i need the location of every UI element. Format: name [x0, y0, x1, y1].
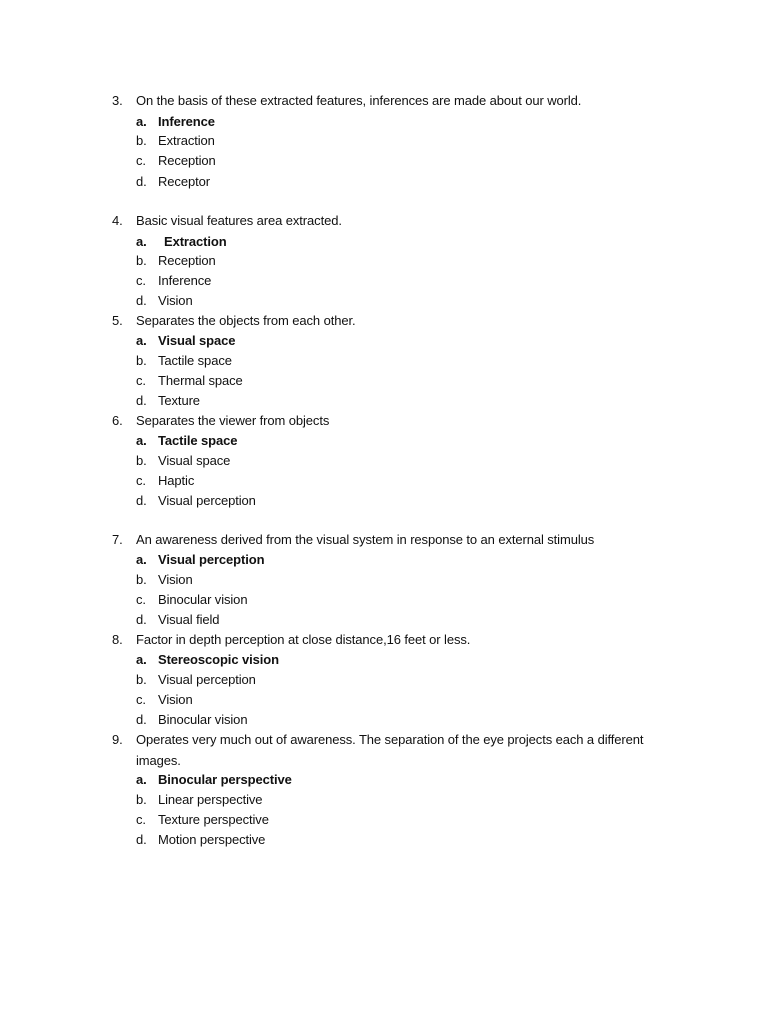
- option-letter: c.: [136, 273, 146, 288]
- option-text: Texture perspective: [158, 812, 269, 827]
- option-text: Binocular perspective: [158, 772, 292, 787]
- question-number: 8.: [112, 632, 123, 647]
- option-letter: a.: [136, 652, 147, 667]
- option-text: Vision: [158, 572, 193, 587]
- option-letter: a.: [136, 772, 147, 787]
- option-text: Thermal space: [158, 373, 243, 388]
- option-letter: d.: [136, 612, 147, 627]
- option-letter: b.: [136, 792, 147, 807]
- option-letter: c.: [136, 473, 146, 488]
- option-text: Visual perception: [158, 552, 265, 567]
- option-letter: c.: [136, 692, 146, 707]
- question-text: An awareness derived from the visual system in response to an external stimulus: [136, 532, 595, 547]
- question-number: 7.: [112, 532, 123, 547]
- option-text: Visual space: [158, 453, 231, 468]
- option-text: Vision: [158, 692, 193, 707]
- option-letter: d.: [136, 493, 147, 508]
- option-letter: c.: [136, 592, 146, 607]
- option-letter: a.: [136, 234, 147, 249]
- option-letter: a.: [136, 333, 147, 348]
- option-letter: b.: [136, 133, 147, 148]
- option-letter: d.: [136, 293, 147, 308]
- option-text: Visual field: [158, 612, 220, 627]
- question-text: Basic visual features area extracted.: [136, 213, 342, 228]
- option-letter: b.: [136, 672, 147, 687]
- option-letter: b.: [136, 353, 147, 368]
- option-text: Tactile space: [158, 353, 232, 368]
- option-text: Vision: [158, 293, 193, 308]
- option-letter: a.: [136, 433, 147, 448]
- option-letter: b.: [136, 453, 147, 468]
- option-text: Visual perception: [158, 493, 256, 508]
- option-letter: c.: [136, 153, 146, 168]
- option-text: Reception: [158, 153, 216, 168]
- option-text: Extraction: [164, 234, 227, 249]
- question-text: Separates the viewer from objects: [136, 413, 330, 428]
- option-text: Tactile space: [158, 433, 238, 448]
- option-text: Inference: [158, 273, 212, 288]
- option-text: Receptor: [158, 174, 210, 189]
- option-text: Haptic: [158, 473, 195, 488]
- question-text: Operates very much out of awareness. The separation of the eye projects each a different: [136, 732, 644, 747]
- question-text: On the basis of these extracted features, inferences are made about our world.: [136, 93, 582, 108]
- option-letter: c.: [136, 812, 146, 827]
- option-letter: b.: [136, 572, 147, 587]
- option-letter: d.: [136, 712, 147, 727]
- question-number: 9.: [112, 732, 123, 747]
- option-text: Stereoscopic vision: [158, 652, 279, 667]
- question-number: 4.: [112, 213, 123, 228]
- option-text: Linear perspective: [158, 792, 263, 807]
- option-letter: a.: [136, 114, 147, 129]
- option-text: Inference: [158, 114, 215, 129]
- option-text: Motion perspective: [158, 832, 266, 847]
- option-text: Visual space: [158, 333, 236, 348]
- option-letter: b.: [136, 253, 147, 268]
- option-text: Texture: [158, 393, 200, 408]
- option-text: Binocular vision: [158, 712, 248, 727]
- option-text: Visual perception: [158, 672, 256, 687]
- option-letter: d.: [136, 174, 147, 189]
- option-text: Reception: [158, 253, 216, 268]
- question-number: 6.: [112, 413, 123, 428]
- question-number: 5.: [112, 313, 123, 328]
- option-letter: c.: [136, 373, 146, 388]
- option-letter: d.: [136, 832, 147, 847]
- option-text: Binocular vision: [158, 592, 248, 607]
- option-letter: a.: [136, 552, 147, 567]
- question-text: Factor in depth perception at close distance,16 feet or less.: [136, 632, 471, 647]
- question-text: Separates the objects from each other.: [136, 313, 356, 328]
- question-text-continued: images.: [136, 753, 181, 768]
- option-text: Extraction: [158, 133, 215, 148]
- option-letter: d.: [136, 393, 147, 408]
- question-number: 3.: [112, 93, 123, 108]
